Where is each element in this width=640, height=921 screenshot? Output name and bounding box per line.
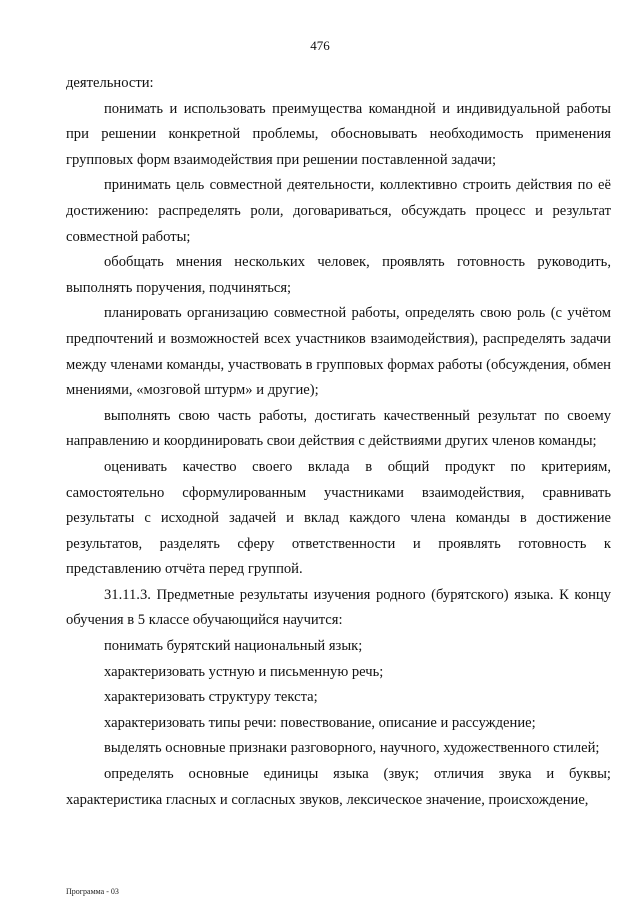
paragraph: обобщать мнения нескольких человек, проявлять готовность руководить, выполнять поручения, подчиняться; [66,254,611,296]
paragraph: понимать бурятский национальный язык; [104,638,363,655]
paragraph: характеризовать структуру текста; [104,689,318,706]
paragraph: принимать цель совместной деятельности, коллективно строить действия по её достижению: распределять роли, договариваться, обсуждать процесс и результат совместной работы; [66,177,611,245]
document-footer: Программа - 03 [66,887,119,896]
paragraph: понимать и использовать преимущества командной и индивидуальной работы при решении конкретной проблемы, обосновывать необходимость применения групповых форм взаимодействия при решении поставленной задачи; [66,100,611,168]
paragraph: характеризовать типы речи: повествование, описание и рассуждение; [104,714,536,731]
paragraph: выполнять свою часть работы, достигать качественный результат по своему направлению и координировать свои действия с действиями других членов команды; [66,407,611,450]
paragraph: выделять основные признаки разговорного, научного, художественного стилей; [104,740,600,757]
document-body [66,71,611,813]
paragraph: планировать организацию совместной работы, определять свою роль (с учётом предпочтений и возможностей всех участников взаимодействия), распределять задачи между членами команды, участвовать в групповых формах работы (обсуждения, обмен мнениями, «мозговой штурм» и другие); [66,305,611,399]
paragraph: оценивать качество своего вклада в общий продукт по критериям, самостоятельно сформулированным участниками взаимодействия, сравнивать результаты с исходной задачей и вклад каждого члена команды в достижение результатов, разделять сферу ответственности и проявлять готовность к представлению отчёта перед группой. [66,458,611,578]
paragraph: характеризовать устную и письменную речь; [104,663,384,680]
paragraph: определять основные единицы языка (звук; отличия звука и буквы; характеристика гласных и согласных звуков, лексическое значение, происхождение, [66,766,611,808]
page-number: 476 [310,38,330,53]
section-heading-paragraph: 31.11.3. Предметные результаты изучения родного (бурятского) языка. К концу обучения в 5 классе обучающийся научится: [66,586,611,629]
paragraph: деятельности: [66,75,154,91]
